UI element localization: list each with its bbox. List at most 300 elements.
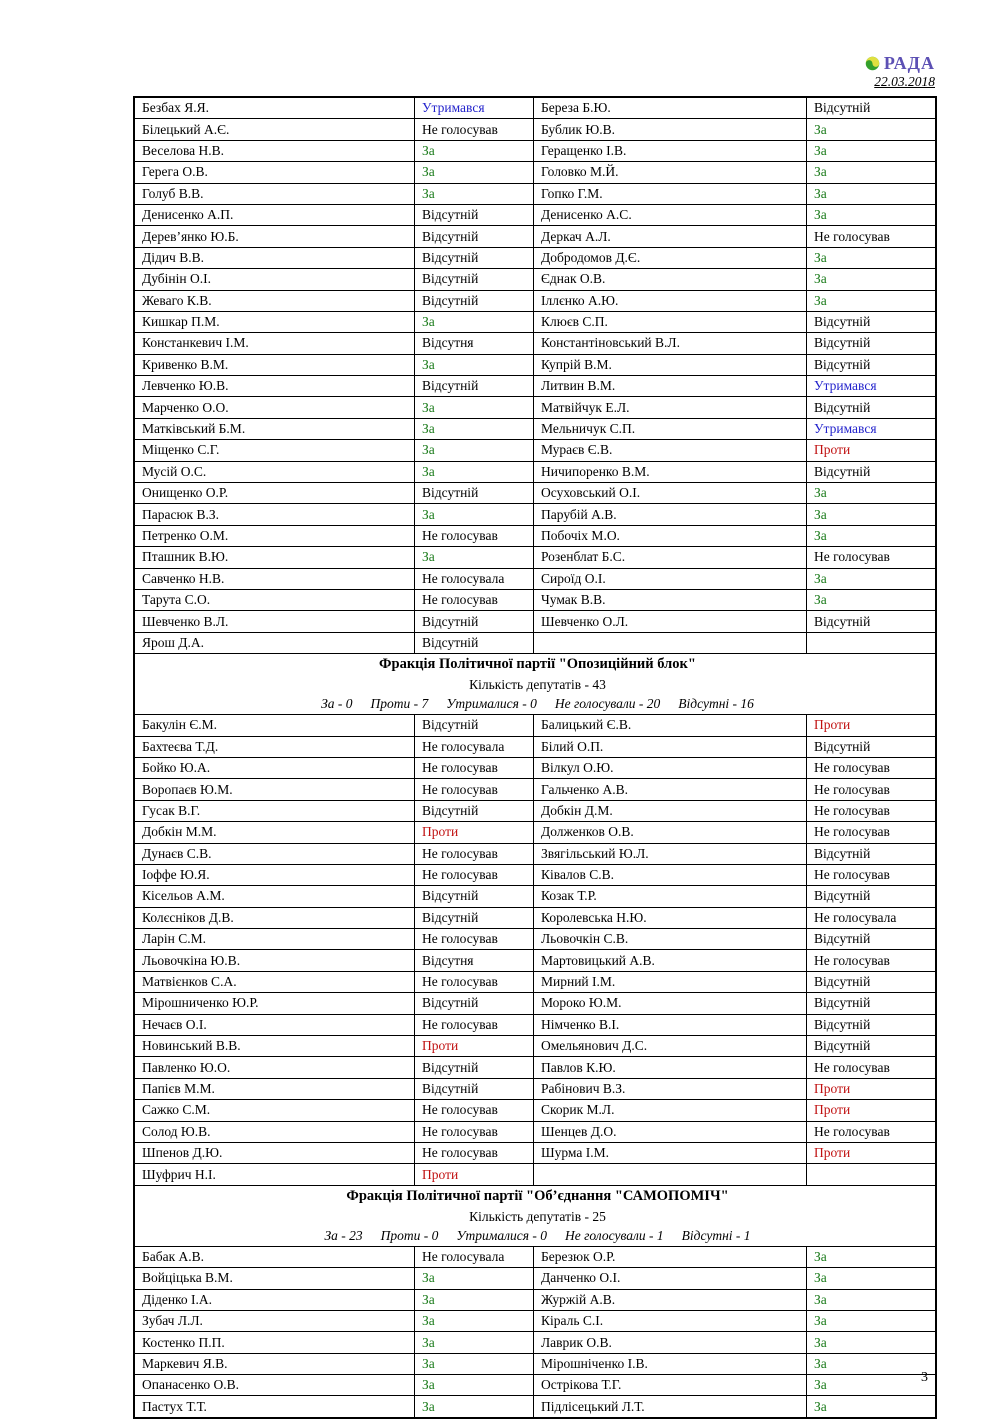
deputy-name-cell: Міщенко С.Г. xyxy=(134,440,415,461)
table-row xyxy=(134,269,936,290)
deputy-name-cell: Козак Т.Р. xyxy=(534,886,807,907)
table-row xyxy=(134,611,936,632)
vote-cell: За xyxy=(807,504,937,525)
table-row xyxy=(134,907,936,928)
table-row xyxy=(134,311,936,332)
deputy-name-cell: Безбах Я.Я. xyxy=(134,97,415,119)
deputy-name-cell: Шпенов Д.Ю. xyxy=(134,1142,415,1163)
table-row xyxy=(134,757,936,778)
faction-stat-item: Не голосували - 20 xyxy=(554,696,661,712)
deputy-name-cell: Парубій А.В. xyxy=(534,504,807,525)
table-row xyxy=(134,1014,936,1035)
deputy-name-cell: Осуховський О.І. xyxy=(534,483,807,504)
deputy-name-cell: Рабінович В.З. xyxy=(534,1078,807,1099)
deputy-name-cell: Денисенко А.П. xyxy=(134,204,415,225)
deputy-name-cell: Пастух Т.Т. xyxy=(134,1396,415,1418)
table-row xyxy=(134,461,936,482)
deputy-name-cell: Констанкевич І.М. xyxy=(134,333,415,354)
deputy-name-cell: Литвин В.М. xyxy=(534,376,807,397)
vote-cell: За xyxy=(415,461,534,482)
faction-stat-item: Відсутні - 1 xyxy=(681,1227,751,1243)
vote-cell: Відсутній xyxy=(415,290,534,311)
deputy-name-cell: Данченко О.І. xyxy=(534,1268,807,1289)
vote-cell: Проти xyxy=(807,1100,937,1121)
table-row xyxy=(134,525,936,546)
table-row xyxy=(134,843,936,864)
table-row xyxy=(134,779,936,800)
deputy-name-cell: Діденко І.А. xyxy=(134,1289,415,1310)
vote-cell: Не голосував xyxy=(807,822,937,843)
table-row xyxy=(134,1100,936,1121)
table-row xyxy=(134,950,936,971)
vote-cell: Не голосував xyxy=(415,843,534,864)
table-row xyxy=(134,886,936,907)
deputy-name-cell: Веселова Н.В. xyxy=(134,140,415,161)
deputy-name-cell: Деркач А.Л. xyxy=(534,226,807,247)
rada-logo xyxy=(865,53,935,74)
vote-cell: За xyxy=(415,1268,534,1289)
deputy-name-cell: Воропаєв Ю.М. xyxy=(134,779,415,800)
vote-cell: Відсутній xyxy=(807,1036,937,1057)
vote-cell: Не голосував xyxy=(415,1014,534,1035)
vote-cell: За xyxy=(807,1375,937,1396)
vote-cell: Не голосував xyxy=(415,757,534,778)
table-row xyxy=(134,226,936,247)
vote-cell: Відсутній xyxy=(415,715,534,736)
vote-cell: За xyxy=(807,1353,937,1374)
table-row xyxy=(134,736,936,757)
deputy-name-cell: Левченко Ю.В. xyxy=(134,376,415,397)
table-row xyxy=(134,1121,936,1142)
vote-cell: За xyxy=(807,140,937,161)
vote-cell: За xyxy=(807,1332,937,1353)
deputy-name-cell: Долженков О.В. xyxy=(534,822,807,843)
deputy-name-cell: Мельничук С.П. xyxy=(534,418,807,439)
rada-logo-icon xyxy=(865,56,880,71)
deputy-name-cell: Онищенко О.Р. xyxy=(134,483,415,504)
table-row xyxy=(134,119,936,140)
deputy-name-cell: Гальченко А.В. xyxy=(534,779,807,800)
vote-cell: Відсутній xyxy=(807,886,937,907)
vote-cell: За xyxy=(807,290,937,311)
vote-cell: Не голосувала xyxy=(415,1246,534,1267)
vote-cell: За xyxy=(807,1396,937,1418)
vote-cell: Проти xyxy=(415,1164,534,1185)
table-row xyxy=(134,1057,936,1078)
vote-cell: За xyxy=(807,589,937,610)
deputy-name-cell: Королевська Н.Ю. xyxy=(534,907,807,928)
vote-cell: Не голосував xyxy=(807,1121,937,1142)
deputy-name-cell: Тарута С.О. xyxy=(134,589,415,610)
deputy-name-cell: Ярош Д.А. xyxy=(134,632,415,653)
deputy-name-cell: Льовочкін С.В. xyxy=(534,929,807,950)
vote-cell: Відсутній xyxy=(807,929,937,950)
faction-stat-item: Проти - 7 xyxy=(370,696,429,712)
deputy-name-cell: Льовочкіна Ю.В. xyxy=(134,950,415,971)
table-row xyxy=(134,1246,936,1267)
vote-cell: Не голосував xyxy=(807,779,937,800)
vote-cell: За xyxy=(415,440,534,461)
faction-stat-item: Не голосували - 1 xyxy=(564,1227,664,1243)
deputy-name-cell: Дубінін О.І. xyxy=(134,269,415,290)
deputy-name-cell: Ларін С.М. xyxy=(134,929,415,950)
deputy-name-cell: Омельянович Д.С. xyxy=(534,1036,807,1057)
deputy-name-cell: Бойко Ю.А. xyxy=(134,757,415,778)
deputy-name-cell: Матвієнков С.А. xyxy=(134,971,415,992)
deputy-name-cell: Головко М.Й. xyxy=(534,162,807,183)
vote-cell: Відсутній xyxy=(415,907,534,928)
deputy-name-cell: Мирний І.М. xyxy=(534,971,807,992)
table-row xyxy=(134,418,936,439)
deputy-name-cell: Вілкул О.Ю. xyxy=(534,757,807,778)
deputy-name-cell: Лаврик О.В. xyxy=(534,1332,807,1353)
vote-cell: Утримався xyxy=(807,376,937,397)
vote-cell: Не голосувала xyxy=(807,907,937,928)
vote-cell: Не голосував xyxy=(415,1142,534,1163)
deputy-name-cell xyxy=(534,632,807,653)
faction-title: Фракція Політичної партії "Опозиційний блок" xyxy=(379,656,696,673)
vote-cell: Відсутній xyxy=(807,397,937,418)
deputy-name-cell: Кишкар П.М. xyxy=(134,311,415,332)
deputy-name-cell: Бабак А.В. xyxy=(134,1246,415,1267)
vote-cell: Не голосував xyxy=(807,864,937,885)
vote-cell: Не голосував xyxy=(415,589,534,610)
deputy-name-cell: Шевченко В.Л. xyxy=(134,611,415,632)
vote-cell: Відсутній xyxy=(415,800,534,821)
table-row xyxy=(134,1078,936,1099)
vote-cell: Не голосував xyxy=(807,547,937,568)
deputy-name-cell: Геращенко І.В. xyxy=(534,140,807,161)
table-row xyxy=(134,800,936,821)
vote-cell: За xyxy=(415,1332,534,1353)
deputy-name-cell: Сажко С.М. xyxy=(134,1100,415,1121)
vote-cell: Відсутній xyxy=(807,736,937,757)
deputy-name-cell: Клюєв С.П. xyxy=(534,311,807,332)
table-row xyxy=(134,715,936,736)
deputy-name-cell: Матківський Б.М. xyxy=(134,418,415,439)
vote-cell: За xyxy=(415,1375,534,1396)
faction-stat-item: Утрималися - 0 xyxy=(456,1227,547,1243)
deputy-name-cell: Купрій В.М. xyxy=(534,354,807,375)
vote-cell: Відсутній xyxy=(415,483,534,504)
vote-cell: За xyxy=(415,1396,534,1418)
deputy-name-cell: Маркевич Я.В. xyxy=(134,1353,415,1374)
vote-cell: Не голосував xyxy=(415,1121,534,1142)
table-row xyxy=(134,440,936,461)
deputy-name-cell: Іоффе Ю.Я. xyxy=(134,864,415,885)
table-row xyxy=(134,1289,936,1310)
table-row xyxy=(134,1332,936,1353)
vote-cell: Відсутній xyxy=(415,1078,534,1099)
vote-cell: Відсутній xyxy=(415,226,534,247)
vote-cell: За xyxy=(807,568,937,589)
deputy-name-cell: Шурма І.М. xyxy=(534,1142,807,1163)
deputy-name-cell: Кіраль С.І. xyxy=(534,1310,807,1331)
deputy-name-cell: Острікова Т.Г. xyxy=(534,1375,807,1396)
table-row xyxy=(134,333,936,354)
table-row xyxy=(134,993,936,1014)
deputy-name-cell: Чумак В.В. xyxy=(534,589,807,610)
deputy-name-cell: Добродомов Д.Є. xyxy=(534,247,807,268)
deputy-name-cell: Марченко О.О. xyxy=(134,397,415,418)
report-date: 22.03.2018 xyxy=(874,74,935,89)
deputy-name-cell: Колєсніков Д.В. xyxy=(134,907,415,928)
deputy-name-cell: Березюк О.Р. xyxy=(534,1246,807,1267)
table-row xyxy=(134,290,936,311)
vote-cell: Відсутній xyxy=(415,269,534,290)
vote-cell: Не голосував xyxy=(415,779,534,800)
vote-cell xyxy=(807,632,937,653)
deputy-name-cell: Гопко Г.М. xyxy=(534,183,807,204)
deputy-name-cell: Скорик М.Л. xyxy=(534,1100,807,1121)
rada-logo-text: РАДА xyxy=(883,53,935,73)
table-row xyxy=(134,1375,936,1396)
deputy-name-cell: Дунаєв С.В. xyxy=(134,843,415,864)
table-row xyxy=(134,354,936,375)
deputy-name-cell xyxy=(534,1164,807,1185)
faction-header-cell xyxy=(134,654,936,715)
deputy-name-cell: Савченко Н.В. xyxy=(134,568,415,589)
vote-cell: За xyxy=(807,1268,937,1289)
vote-cell: За xyxy=(415,1289,534,1310)
vote-cell: Не голосував xyxy=(415,929,534,950)
voting-table xyxy=(133,96,937,1419)
deputy-name-cell: Зубач Л.Л. xyxy=(134,1310,415,1331)
deputy-name-cell: Бахтеєва Т.Д. xyxy=(134,736,415,757)
vote-cell: Відсутній xyxy=(415,204,534,225)
vote-cell: За xyxy=(415,162,534,183)
table-row xyxy=(134,547,936,568)
table-row xyxy=(134,1268,936,1289)
deputy-name-cell: Парасюк В.З. xyxy=(134,504,415,525)
vote-cell: Відсутній xyxy=(415,993,534,1014)
page-number: 3 xyxy=(921,1370,928,1385)
vote-cell: Не голосував xyxy=(415,525,534,546)
deputy-name-cell: Денисенко А.С. xyxy=(534,204,807,225)
deputy-name-cell: Білецький А.Є. xyxy=(134,119,415,140)
table-row xyxy=(134,376,936,397)
deputy-name-cell: Опанасенко О.В. xyxy=(134,1375,415,1396)
vote-cell: Не голосував xyxy=(415,119,534,140)
deputy-name-cell: Добкін М.М. xyxy=(134,822,415,843)
deputy-name-cell: Береза Б.Ю. xyxy=(534,97,807,119)
vote-cell: Відсутній xyxy=(415,611,534,632)
deputy-name-cell: Підлісецький Л.Т. xyxy=(534,1396,807,1418)
deputy-name-cell: Солод Ю.В. xyxy=(134,1121,415,1142)
table-row xyxy=(134,929,936,950)
vote-cell: Не голосував xyxy=(415,1100,534,1121)
vote-cell: За xyxy=(415,140,534,161)
faction-header-cell xyxy=(134,1185,936,1246)
deputy-name-cell: Шуфрич Н.І. xyxy=(134,1164,415,1185)
vote-cell: За xyxy=(415,311,534,332)
table-row xyxy=(134,1036,936,1057)
deputy-name-cell: Добкін Д.М. xyxy=(534,800,807,821)
vote-cell: За xyxy=(415,547,534,568)
vote-cell: Проти xyxy=(807,1078,937,1099)
deputy-name-cell: Побочіх М.О. xyxy=(534,525,807,546)
table-row xyxy=(134,1142,936,1163)
deputy-name-cell: Нечаєв О.І. xyxy=(134,1014,415,1035)
deputy-name-cell: Іллєнко А.Ю. xyxy=(534,290,807,311)
deputy-name-cell: Ничипоренко В.М. xyxy=(534,461,807,482)
faction-stat-item: Відсутні - 16 xyxy=(678,696,754,712)
table-row xyxy=(134,247,936,268)
vote-cell: Утримався xyxy=(415,97,534,119)
deputy-name-cell: Пташник В.Ю. xyxy=(134,547,415,568)
table-row xyxy=(134,1164,936,1185)
vote-cell: Проти xyxy=(415,1036,534,1057)
table-row xyxy=(134,822,936,843)
deputy-name-cell: Гусак В.Г. xyxy=(134,800,415,821)
deputy-name-cell: Сироїд О.І. xyxy=(534,568,807,589)
table-row xyxy=(134,183,936,204)
faction-deputies-count: Кількість депутатів - 25 xyxy=(469,1208,606,1224)
vote-cell: Не голосував xyxy=(807,226,937,247)
vote-cell: Не голосувала xyxy=(415,736,534,757)
vote-cell: Відсутній xyxy=(807,611,937,632)
deputy-name-cell: Шенцев Д.О. xyxy=(534,1121,807,1142)
vote-cell xyxy=(807,1164,937,1185)
table-row xyxy=(134,97,936,119)
vote-cell: Відсутній xyxy=(415,886,534,907)
table-row xyxy=(134,140,936,161)
vote-cell: За xyxy=(415,183,534,204)
vote-cell: Проти xyxy=(807,440,937,461)
deputy-name-cell: Мураєв Є.В. xyxy=(534,440,807,461)
deputy-name-cell: Мірошниченко Ю.Р. xyxy=(134,993,415,1014)
table-row xyxy=(134,864,936,885)
vote-cell: Відсутній xyxy=(415,1057,534,1078)
vote-cell: Відсутній xyxy=(415,376,534,397)
deputy-name-cell: Павлов К.Ю. xyxy=(534,1057,807,1078)
deputy-name-cell: Голуб В.В. xyxy=(134,183,415,204)
faction-header-row xyxy=(134,654,936,715)
deputy-name-cell: Кісельов А.М. xyxy=(134,886,415,907)
deputy-name-cell: Бублик Ю.В. xyxy=(534,119,807,140)
vote-cell: За xyxy=(807,119,937,140)
deputy-name-cell: Жеваго К.В. xyxy=(134,290,415,311)
deputy-name-cell: Новинський В.В. xyxy=(134,1036,415,1057)
deputy-name-cell: Німченко В.І. xyxy=(534,1014,807,1035)
vote-cell: За xyxy=(415,418,534,439)
vote-cell: Не голосувала xyxy=(415,568,534,589)
deputy-name-cell: Бакулін Є.М. xyxy=(134,715,415,736)
deputy-name-cell: Звягільський Ю.Л. xyxy=(534,843,807,864)
table-row xyxy=(134,504,936,525)
vote-cell: За xyxy=(807,204,937,225)
vote-cell: За xyxy=(807,183,937,204)
table-row xyxy=(134,589,936,610)
vote-cell: За xyxy=(807,525,937,546)
vote-cell: Не голосував xyxy=(807,1057,937,1078)
vote-cell: Проти xyxy=(807,1142,937,1163)
vote-cell: Відсутній xyxy=(807,461,937,482)
deputy-name-cell: Журжій А.В. xyxy=(534,1289,807,1310)
vote-cell: Не голосував xyxy=(807,800,937,821)
vote-cell: Відсутній xyxy=(807,311,937,332)
table-row xyxy=(134,632,936,653)
vote-cell: Відсутня xyxy=(415,950,534,971)
deputy-name-cell: Шевченко О.Л. xyxy=(534,611,807,632)
vote-cell: За xyxy=(807,269,937,290)
vote-cell: Не голосував xyxy=(415,971,534,992)
deputy-name-cell: Петренко О.М. xyxy=(134,525,415,546)
deputy-name-cell: Папієв М.М. xyxy=(134,1078,415,1099)
faction-vote-stats xyxy=(142,1226,933,1246)
vote-cell: За xyxy=(807,1246,937,1267)
vote-cell: Не голосував xyxy=(807,950,937,971)
table-row xyxy=(134,1310,936,1331)
table-row xyxy=(134,483,936,504)
vote-cell: За xyxy=(415,504,534,525)
vote-cell: Проти xyxy=(415,822,534,843)
vote-cell: За xyxy=(807,247,937,268)
vote-cell: Відсутній xyxy=(415,632,534,653)
vote-cell: Відсутній xyxy=(807,1014,937,1035)
vote-cell: Відсутня xyxy=(415,333,534,354)
vote-cell: За xyxy=(807,1310,937,1331)
vote-cell: За xyxy=(415,1310,534,1331)
vote-cell: Відсутній xyxy=(807,97,937,119)
vote-cell: За xyxy=(415,1353,534,1374)
vote-cell: Відсутній xyxy=(807,354,937,375)
table-row xyxy=(134,971,936,992)
vote-cell: Відсутній xyxy=(415,247,534,268)
deputy-name-cell: Мірошніченко І.В. xyxy=(534,1353,807,1374)
vote-cell: За xyxy=(415,354,534,375)
deputy-name-cell: Мусій О.С. xyxy=(134,461,415,482)
faction-vote-stats xyxy=(142,694,933,714)
vote-cell: Відсутній xyxy=(807,843,937,864)
deputy-name-cell: Ківалов С.В. xyxy=(534,864,807,885)
deputy-name-cell: Костенко П.П. xyxy=(134,1332,415,1353)
vote-cell: Не голосував xyxy=(807,757,937,778)
vote-cell: За xyxy=(415,397,534,418)
vote-cell: Відсутній xyxy=(807,333,937,354)
vote-cell: За xyxy=(807,1289,937,1310)
table-row xyxy=(134,397,936,418)
faction-stat-item: Утрималися - 0 xyxy=(446,696,537,712)
deputy-name-cell: Павленко Ю.О. xyxy=(134,1057,415,1078)
deputy-name-cell: Кривенко В.М. xyxy=(134,354,415,375)
deputy-name-cell: Дідич В.В. xyxy=(134,247,415,268)
vote-cell: Відсутній xyxy=(807,971,937,992)
deputy-name-cell: Розенблат Б.С. xyxy=(534,547,807,568)
vote-cell: Проти xyxy=(807,715,937,736)
faction-stat-item: За - 0 xyxy=(321,696,353,712)
vote-cell: Не голосував xyxy=(415,864,534,885)
deputy-name-cell: Єднак О.В. xyxy=(534,269,807,290)
vote-cell: За xyxy=(807,483,937,504)
faction-stat-item: За - 23 xyxy=(324,1227,363,1243)
faction-deputies-count: Кількість депутатів - 43 xyxy=(469,677,606,693)
faction-header-row xyxy=(134,1185,936,1246)
deputy-name-cell: Білий О.П. xyxy=(534,736,807,757)
deputy-name-cell: Матвійчук Е.Л. xyxy=(534,397,807,418)
deputy-name-cell: Войціцька В.М. xyxy=(134,1268,415,1289)
table-row xyxy=(134,568,936,589)
table-row xyxy=(134,162,936,183)
deputy-name-cell: Дерев’янко Ю.Б. xyxy=(134,226,415,247)
table-row xyxy=(134,1353,936,1374)
deputy-name-cell: Балицький Є.В. xyxy=(534,715,807,736)
deputy-name-cell: Герега О.В. xyxy=(134,162,415,183)
deputy-name-cell: Мартовицький А.В. xyxy=(534,950,807,971)
vote-cell: За xyxy=(807,162,937,183)
faction-stat-item: Проти - 0 xyxy=(380,1227,439,1243)
vote-cell: Відсутній xyxy=(807,993,937,1014)
